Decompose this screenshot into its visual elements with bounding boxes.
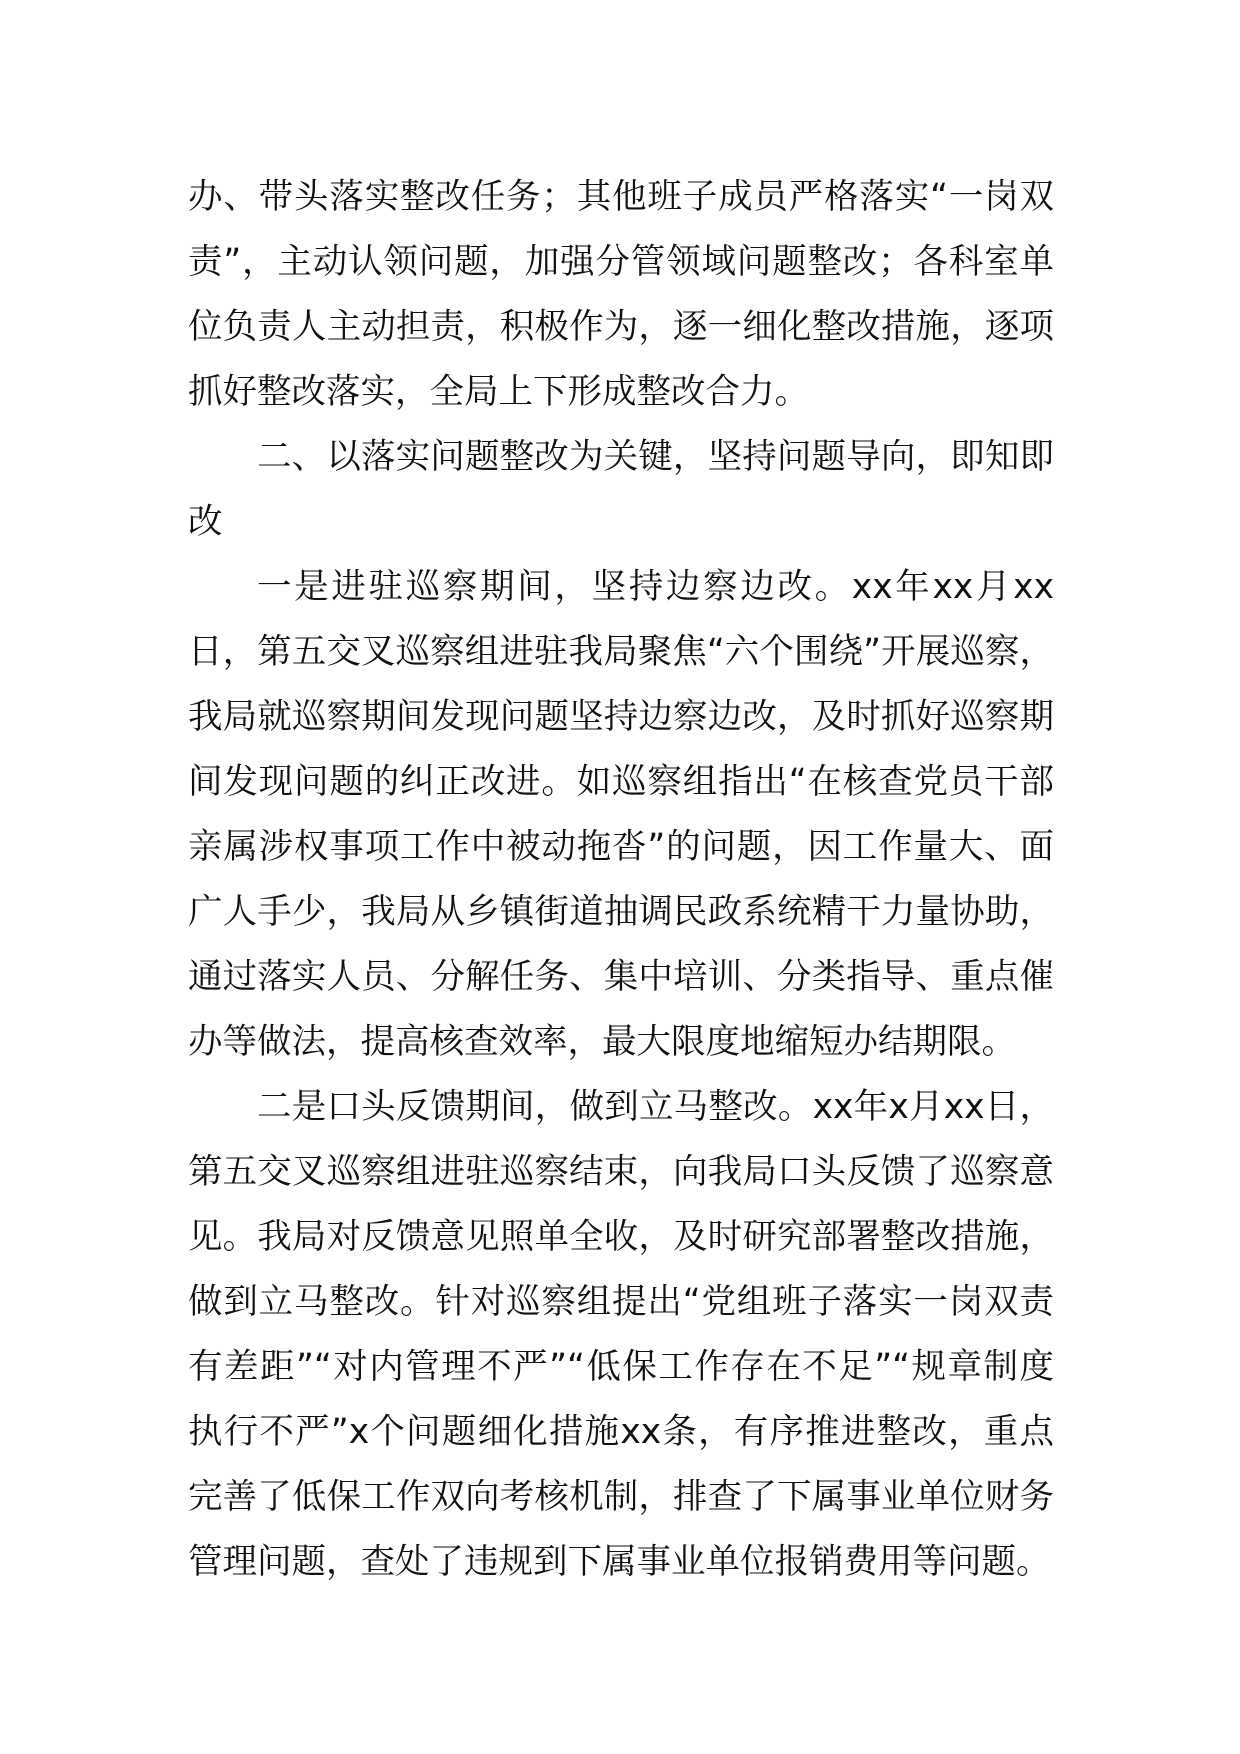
paragraph-item-two: 二是口头反馈期间，做到立马整改。xx年x月xx日，第五交叉巡察组进驻巡察结束，向我局口头反馈了巡察意见。我局对反馈意见照单全收，及时研究部署整改措施，做到立马整改。针对巡察组提出“党组班子落实一岗双责有差距”“对内管理不严”“低保工作存在不足”“规章制度执行不严”x个问题细化措施xx条，有序推进整改，重点完善了低保工作双向考核机制，排查了下属事业单位财务管理问题，查处了违规到下属事业单位报销费用等问题。: [188, 1087, 1054, 1582]
section-heading: 二、以落实问题整改为关键，坚持问题导向，即知即改: [188, 437, 1054, 542]
paragraph-continuation: 办、带头落实整改任务；其他班子成员严格落实“一岗双责”，主动认领问题，加强分管领域问题整改；各科室单位负责人主动担责，积极作为，逐一细化整改措施，逐项抓好整改落实，全局上下形成整改合力。: [188, 177, 1054, 412]
paragraph-item-one: 一是进驻巡察期间，坚持边察边改。xx年xx月xx日，第五交叉巡察组进驻我局聚焦“六个围绕”开展巡察，我局就巡察期间发现问题坚持边察边改，及时抓好巡察期间发现问题的纠正改进。如巡察组指出“在核查党员干部亲属涉权事项工作中被动拖沓”的问题，因工作量大、面广人手少，我局从乡镇街道抽调民政系统精干力量协助，通过落实人员、分解任务、集中培训、分类指导、重点催办等做法，提高核查效率，最大限度地缩短办结期限。: [188, 567, 1054, 1062]
